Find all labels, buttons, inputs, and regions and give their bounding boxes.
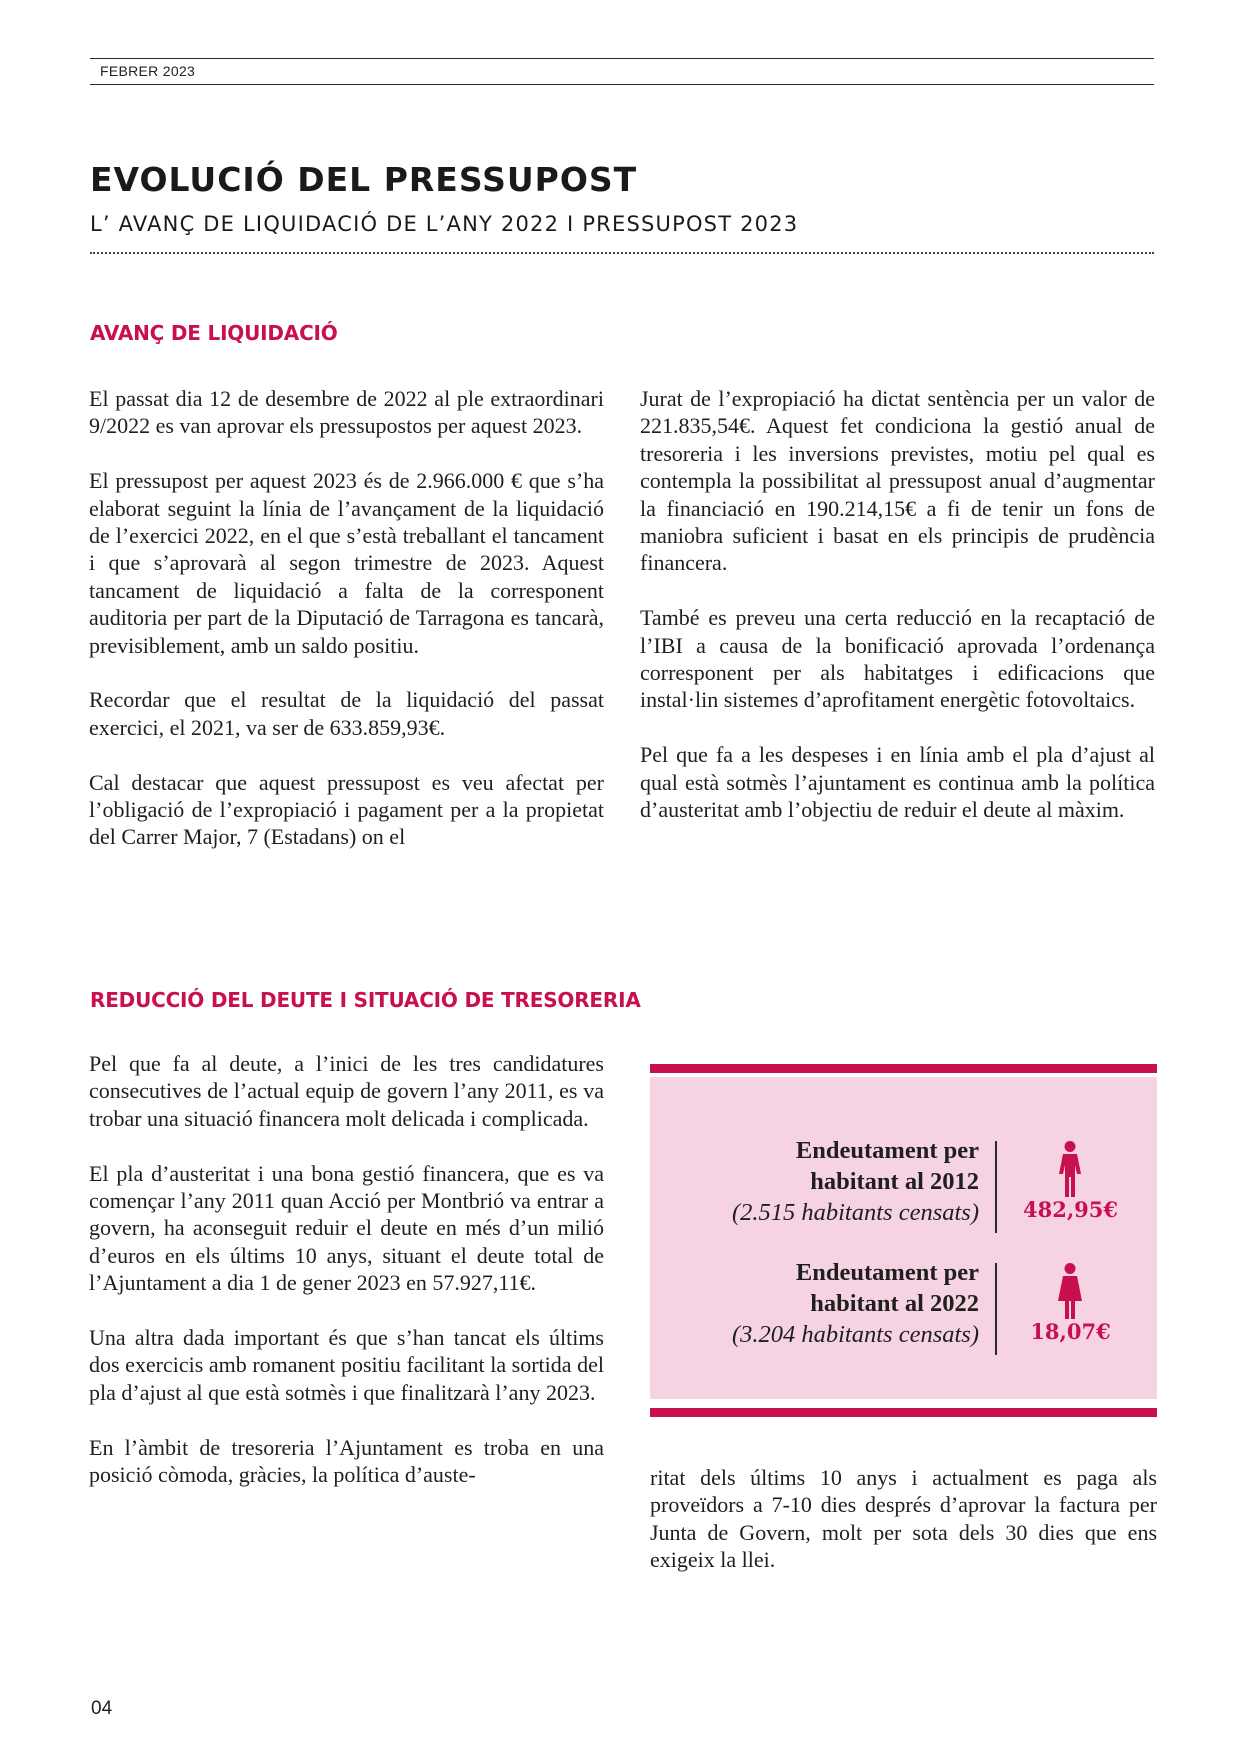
section2-left-column: [89, 1050, 604, 1488]
section1-right-column: [640, 385, 1155, 823]
paragraph: Pel que fa a les despeses i en línia amb el pla d’ajust al qual està sotmès l’ajuntament es continua amb la política d’austeritat amb l’objectiu de reduir el deute al màxim.: [640, 742, 1155, 823]
paragraph: El pressupost per aquest 2023 és de 2.966.000 € que s’ha elaborat seguint la línia de l’avançament de la liquidació de l’exercici 2022, en el que s’està treballant el tancament i que s’aprovarà al segon trimestre de 2023. Aquest tancament de liquidació a falta de la corresponent auditoria per part de la Diputació de Tarragona es tancarà, previsiblement, amb un saldo positiu.: [89, 468, 604, 658]
stat-title-line2: habitant al 2022: [810, 1290, 979, 1317]
stat-title-line1: Endeutament per: [795, 1137, 979, 1164]
infobox-bottom-bar: [650, 1408, 1157, 1417]
issue-date: FEBRER 2023: [100, 63, 196, 79]
stat-title-line2: habitant al 2012: [810, 1168, 979, 1195]
section-heading-liquidacio: AVANÇ DE LIQUIDACIÓ: [90, 321, 338, 345]
person-icon: [1057, 1141, 1083, 1199]
page-number: 04: [91, 1698, 113, 1719]
debt-stat-2012: [650, 1135, 1157, 1235]
debt-infobox: [650, 1077, 1157, 1399]
paragraph: També es preveu una certa reducció en la recaptació de l’IBI a causa de la bonificació aprovada l’ordenança corresponent per als habitatges i edificacions que instal·lin sistemes d’aprofitament energètic fotovoltaics.: [640, 605, 1155, 713]
stat-value: 482,95€: [1023, 1197, 1118, 1222]
stat-divider: [995, 1141, 997, 1233]
stat-label: [732, 1257, 979, 1350]
header-rule-top: [90, 58, 1154, 59]
paragraph: En l’àmbit de tresoreria l’Ajuntament es troba en una posició còmoda, gràcies, la política d’auste-: [89, 1434, 604, 1488]
stat-value: 18,07€: [1030, 1319, 1111, 1344]
stat-note: (2.515 habitants censats): [731, 1199, 979, 1226]
section1-left-column: [89, 385, 604, 851]
stat-label: [732, 1135, 979, 1228]
section-heading-deute: REDUCCIÓ DEL DEUTE I SITUACIÓ DE TRESORERIA: [90, 988, 641, 1012]
paragraph: El passat dia 12 de desembre de 2022 al ple extraordinari 9/2022 es van aprovar els pressupostos per aquest 2023.: [89, 386, 604, 439]
person-icon: [1057, 1263, 1083, 1321]
paragraph: Recordar que el resultat de la liquidació del passat exercici, el 2021, va ser de 633.859,93€.: [89, 687, 604, 740]
paragraph: Cal destacar que aquest pressupost es veu afectat per l’obligació de l’expropiació i pagament per a la propietat del Carrer Major, 7 (Estadans) on el: [89, 769, 604, 850]
paragraph: ritat dels últims 10 anys i actualment es paga als proveïdors a 7-10 dies després d’aprovar la factura per Junta de Govern, molt per sota dels 30 dies que ens exigeix la llei.: [650, 1465, 1157, 1573]
paragraph: El pla d’austeritat i una bona gestió financera, que es va començar l’any 2011 quan Acció per Montbrió va entrar a govern, ha aconseguit reduir el deute en més d’un milió d’euros en els últims 10 anys, situant el deute total de l’Ajuntament a dia 1 de gener 2023 en 57.927,11€.: [89, 1160, 604, 1296]
section2-right-column: [650, 1464, 1157, 1574]
debt-stat-2022: [650, 1257, 1157, 1357]
page-subtitle: L’ AVANÇ DE LIQUIDACIÓ DE L’ANY 2022 I PRESSUPOST 2023: [90, 212, 799, 236]
paragraph: Una altra dada important és que s’han tancat els últims dos exercicis amb romanent positiu facilitant la sortida del pla d’ajust al que està sotmès i que finalitzarà l’any 2023.: [89, 1325, 604, 1405]
paragraph: Pel que fa al deute, a l’inici de les tres candidatures consecutives de l’actual equip de govern l’any 2011, es va trobar una situació financera molt delicada i complicada.: [89, 1051, 604, 1131]
stat-divider: [995, 1263, 997, 1355]
header-rule-bottom: [90, 84, 1154, 85]
title-divider: [90, 252, 1154, 254]
page-title: EVOLUCIÓ DEL PRESSUPOST: [90, 160, 638, 199]
paragraph: Jurat de l’expropiació ha dictat sentència per un valor de 221.835,54€. Aquest fet condiciona la gestió anual de tresoreria i les inversions previstes, motiu pel qual es contempla la possibilitat al pressupost anual d’augmentar la financiació en 190.214,15€ a fi de tenir un fons de maniobra suficient i basat en els principis de prudència financera.: [640, 386, 1155, 576]
stat-title-line1: Endeutament per: [795, 1259, 979, 1286]
infobox-top-bar: [650, 1064, 1157, 1073]
stat-note: (3.204 habitants censats): [731, 1321, 979, 1348]
